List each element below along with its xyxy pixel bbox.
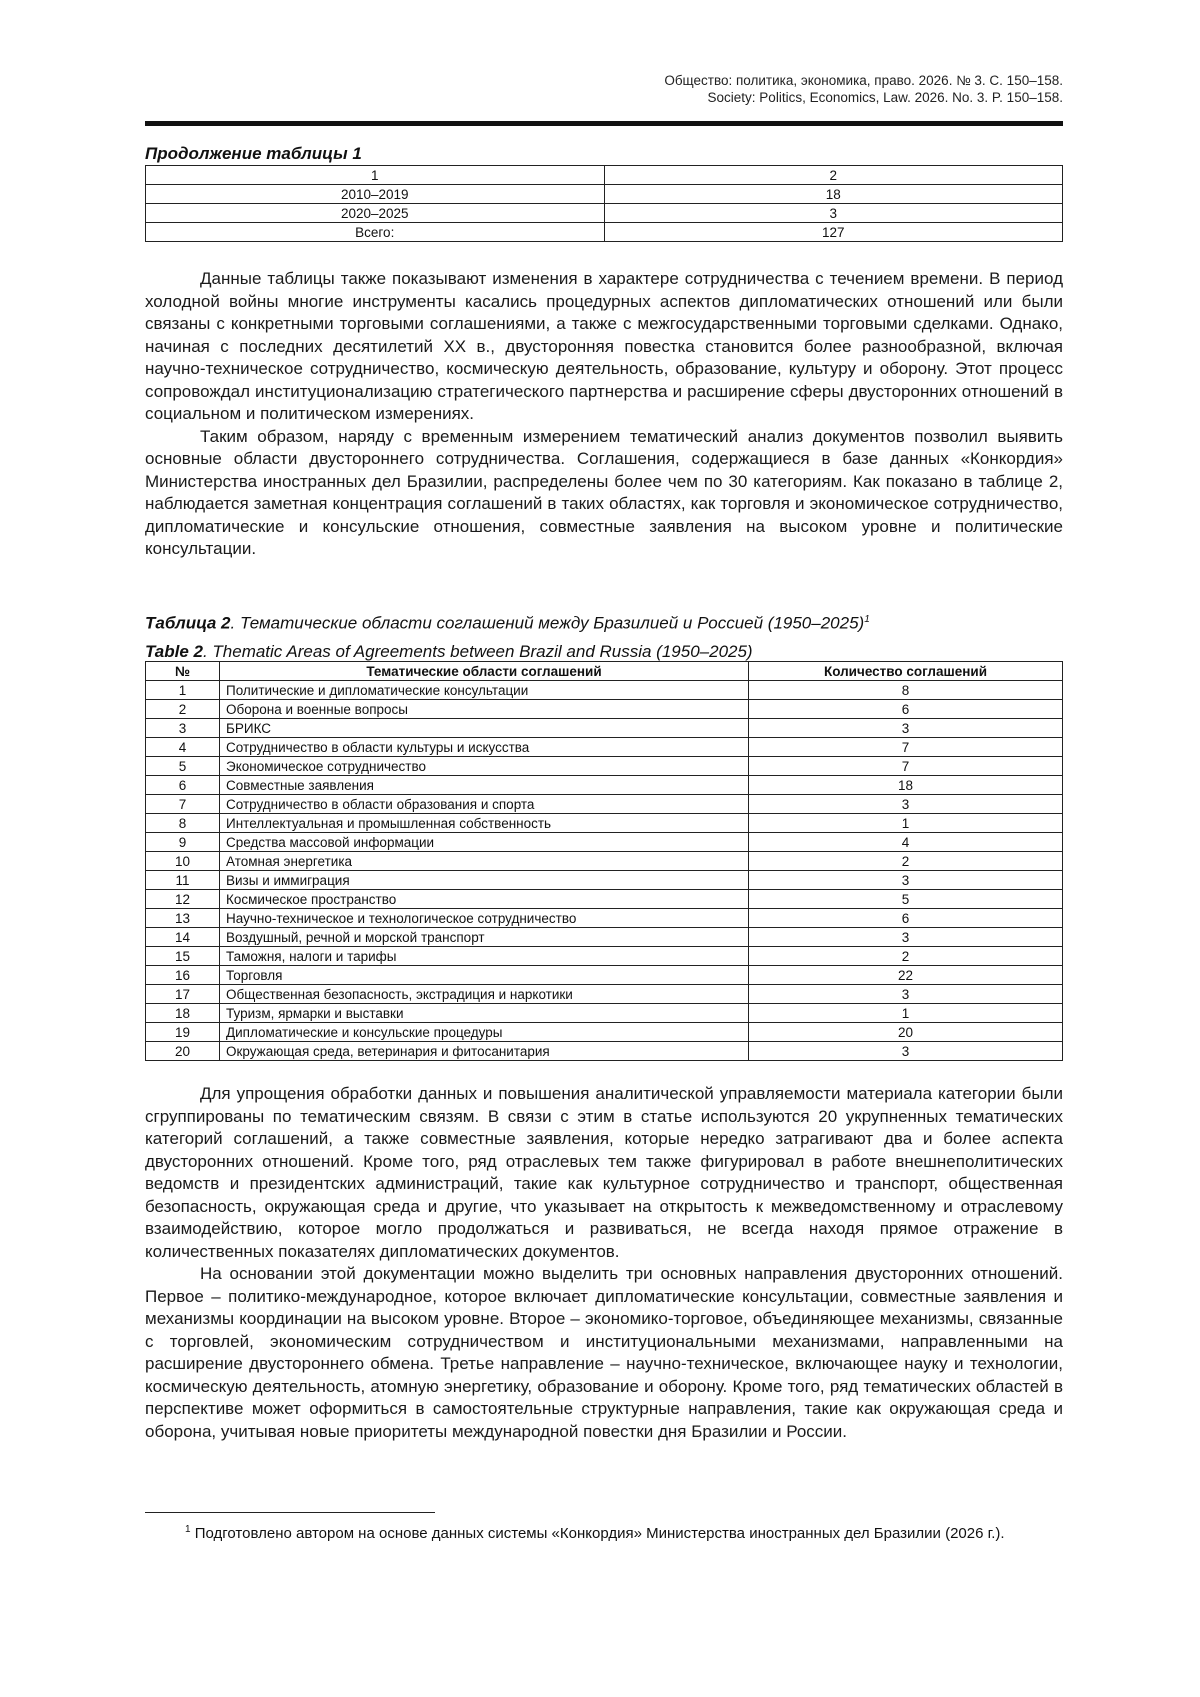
row-number-cell: 10 xyxy=(146,852,220,871)
area-cell: Научно-техническое и технологическое сотрудничество xyxy=(220,909,749,928)
table-row xyxy=(146,833,1063,852)
area-cell: БРИКС xyxy=(220,719,749,738)
table2-caption-ru xyxy=(145,606,1063,638)
table1 xyxy=(145,165,1063,242)
count-cell: 127 xyxy=(604,223,1063,242)
count-cell: 2 xyxy=(749,852,1063,871)
count-cell: 18 xyxy=(604,185,1063,204)
table-row xyxy=(146,776,1063,795)
table-row xyxy=(146,985,1063,1004)
count-cell: 22 xyxy=(749,966,1063,985)
count-cell: 7 xyxy=(749,757,1063,776)
count-cell: 3 xyxy=(749,795,1063,814)
table-row xyxy=(146,757,1063,776)
count-cell: 1 xyxy=(749,1004,1063,1023)
period-cell: 2020–2025 xyxy=(146,204,605,223)
table-row xyxy=(146,890,1063,909)
table-row xyxy=(146,738,1063,757)
count-cell: 3 xyxy=(604,204,1063,223)
row-number-cell: 8 xyxy=(146,814,220,833)
column-header-area: Тематические области соглашений xyxy=(220,662,749,681)
table-header-row xyxy=(146,662,1063,681)
count-cell: 6 xyxy=(749,909,1063,928)
table-row xyxy=(146,223,1063,242)
table-row xyxy=(146,1004,1063,1023)
running-header xyxy=(664,72,1063,106)
table1-continuation-caption: Продолжение таблицы 1 xyxy=(145,144,362,163)
area-cell: Торговля xyxy=(220,966,749,985)
area-cell: Атомная энергетика xyxy=(220,852,749,871)
table-row xyxy=(146,871,1063,890)
area-cell: Визы и иммиграция xyxy=(220,871,749,890)
count-cell: 3 xyxy=(749,719,1063,738)
row-number-cell: 2 xyxy=(146,700,220,719)
count-cell: 3 xyxy=(749,1042,1063,1061)
table2-label-ru: Таблица 2 xyxy=(145,613,231,633)
header-rule xyxy=(145,121,1063,126)
count-cell: 3 xyxy=(749,985,1063,1004)
area-cell: Космическое пространство xyxy=(220,890,749,909)
table-row xyxy=(146,719,1063,738)
paragraph: На основании этой документации можно выделить три основных направления двусторонних отношений. Первое – политико-международное, которое включает дипломатические консультации, совместные заявления и механизмы координации на высоком уровне. Второе – экономико-торговое, объединяющее механизмы, связанные с торговлей, экономическим сотрудничеством и институциональными механизмами, направленными на расширение двустороннего обмена. Третье направление – научно-техническое, включающее науку и технологии, космическую деятельность, атомную энергетику, образование и оборону. Кроме того, ряд тематических областей в перспективе может оформиться в самостоятельные структурные направления, такие как окружающая среда и оборона, учитывая новые приоритеты международной повестки дня Бразилии и России. xyxy=(145,1264,1063,1441)
area-cell: Интеллектуальная и промышленная собственность xyxy=(220,814,749,833)
row-number-cell: 1 xyxy=(146,681,220,700)
footnote-number: 1 xyxy=(185,1524,191,1535)
table-row xyxy=(146,185,1063,204)
column-header-count: Количество соглашений xyxy=(749,662,1063,681)
table-row xyxy=(146,814,1063,833)
table-row xyxy=(146,1042,1063,1061)
table-row xyxy=(146,852,1063,871)
footnote xyxy=(145,1520,1063,1544)
count-cell: 3 xyxy=(749,928,1063,947)
table-row xyxy=(146,795,1063,814)
area-cell: Совместные заявления xyxy=(220,776,749,795)
count-cell: 8 xyxy=(749,681,1063,700)
column-header-number: № xyxy=(146,662,220,681)
count-cell: 7 xyxy=(749,738,1063,757)
table2 xyxy=(145,661,1063,1061)
row-number-cell: 11 xyxy=(146,871,220,890)
row-number-cell: 18 xyxy=(146,1004,220,1023)
period-cell: 2010–2019 xyxy=(146,185,605,204)
area-cell: Дипломатические и консульские процедуры xyxy=(220,1023,749,1042)
count-cell: 5 xyxy=(749,890,1063,909)
area-cell: Туризм, ярмарки и выставки xyxy=(220,1004,749,1023)
table-row xyxy=(146,1023,1063,1042)
row-number-cell: 17 xyxy=(146,985,220,1004)
count-cell: 18 xyxy=(749,776,1063,795)
area-cell: Политические и дипломатические консультации xyxy=(220,681,749,700)
paragraph: Данные таблицы также показывают изменения в характере сотрудничества с течением времени. В период холодной войны многие инструменты касались процедурных аспектов дипломатических отношений или были связаны с конкретными торговыми соглашениями, а также с межгосударственными торговыми сделками. Однако, начиная с последних десятилетий XX в., двусторонняя повестка становится более разнообразной, включая научно-техническое сотрудничество, космическую деятельность, образование, культуру и оборону. Этот процесс сопровождал институционализацию стратегического партнерства и расширение сферы двусторонних отношений в социальном и политическом измерениях. xyxy=(145,269,1063,423)
count-cell: 3 xyxy=(749,871,1063,890)
row-number-cell: 7 xyxy=(146,795,220,814)
table2-label-en: Table 2 xyxy=(145,641,203,661)
row-number-cell: 15 xyxy=(146,947,220,966)
row-number-cell: 12 xyxy=(146,890,220,909)
count-cell: 6 xyxy=(749,700,1063,719)
paragraph: Для упрощения обработки данных и повышения аналитической управляемости материала категории были сгруппированы по тематическим связям. В связи с этим в статье используются 20 укрупненных тематических категорий соглашений, а также совместные заявления, которые нередко затрагивают два и более аспекта двусторонних отношений. Кроме того, ряд отраслевых тем также фигурировал в работе внешнеполитических ведомств и президентских администраций, такие как культурное сотрудничество и транспорт, общественная безопасность, окружающая среда и другие, что указывает на открытость к межведомственному и отраслевому взаимодействию, которое могло продолжаться и развиваться, не всегда находя прямое отражение в количественных показателях дипломатических документов. xyxy=(145,1084,1063,1261)
row-number-cell: 3 xyxy=(146,719,220,738)
row-number-cell: 13 xyxy=(146,909,220,928)
row-number-cell: 9 xyxy=(146,833,220,852)
table-row xyxy=(146,909,1063,928)
area-cell: Средства массовой информации xyxy=(220,833,749,852)
table2-title-ru: . Тематические области соглашений между Бразилией и Россией (1950–2025) xyxy=(230,613,865,633)
header-line-ru: Общество: политика, экономика, право. 2026. № 3. С. 150–158. xyxy=(664,73,1063,88)
footnote-mark[interactable]: 1 xyxy=(864,614,870,625)
row-number-cell: 4 xyxy=(146,738,220,757)
table-row xyxy=(146,966,1063,985)
period-cell: 1 xyxy=(146,166,605,185)
footnote-text: Подготовлено автором на основе данных системы «Конкордия» Министерства иностранных дел Бразилии (2026 г.). xyxy=(190,1525,1005,1542)
count-cell: 2 xyxy=(604,166,1063,185)
text-block-1 xyxy=(145,268,1063,561)
paragraph: Таким образом, наряду с временным измерением тематический анализ документов позволил выявить основные области двустороннего сотрудничества. Соглашения, содержащиеся в базе данных «Конкордия» Министерства иностранных дел Бразилии, распределены более чем по 30 категориям. Как показано в таблице 2, наблюдается заметная концентрация соглашений в таких областях, как торговля и экономическое сотрудничество, дипломатические и консульские отношения, совместные заявления на высоком уровне и политические консультации. xyxy=(145,426,1063,558)
area-cell: Таможня, налоги и тарифы xyxy=(220,947,749,966)
footnote-separator xyxy=(145,1512,435,1513)
table-row xyxy=(146,700,1063,719)
area-cell: Экономическое сотрудничество xyxy=(220,757,749,776)
row-number-cell: 14 xyxy=(146,928,220,947)
period-cell: Всего: xyxy=(146,223,605,242)
row-number-cell: 16 xyxy=(146,966,220,985)
row-number-cell: 20 xyxy=(146,1042,220,1061)
area-cell: Окружающая среда, ветеринария и фитосанитария xyxy=(220,1042,749,1061)
table-row xyxy=(146,681,1063,700)
area-cell: Общественная безопасность, экстрадиция и наркотики xyxy=(220,985,749,1004)
area-cell: Сотрудничество в области образования и спорта xyxy=(220,795,749,814)
count-cell: 2 xyxy=(749,947,1063,966)
table-row xyxy=(146,947,1063,966)
area-cell: Оборона и военные вопросы xyxy=(220,700,749,719)
table2-caption xyxy=(145,606,1063,666)
table2-title-en: . Thematic Areas of Agreements between Brazil and Russia (1950–2025) xyxy=(202,641,753,661)
count-cell: 1 xyxy=(749,814,1063,833)
header-line-en: Society: Politics, Economics, Law. 2026. No. 3. P. 150–158. xyxy=(707,90,1063,105)
count-cell: 20 xyxy=(749,1023,1063,1042)
count-cell: 4 xyxy=(749,833,1063,852)
table-row xyxy=(146,928,1063,947)
text-block-2 xyxy=(145,1083,1063,1443)
area-cell: Сотрудничество в области культуры и искусства xyxy=(220,738,749,757)
table-row xyxy=(146,166,1063,185)
row-number-cell: 19 xyxy=(146,1023,220,1042)
row-number-cell: 6 xyxy=(146,776,220,795)
area-cell: Воздушный, речной и морской транспорт xyxy=(220,928,749,947)
table-row xyxy=(146,204,1063,223)
row-number-cell: 5 xyxy=(146,757,220,776)
